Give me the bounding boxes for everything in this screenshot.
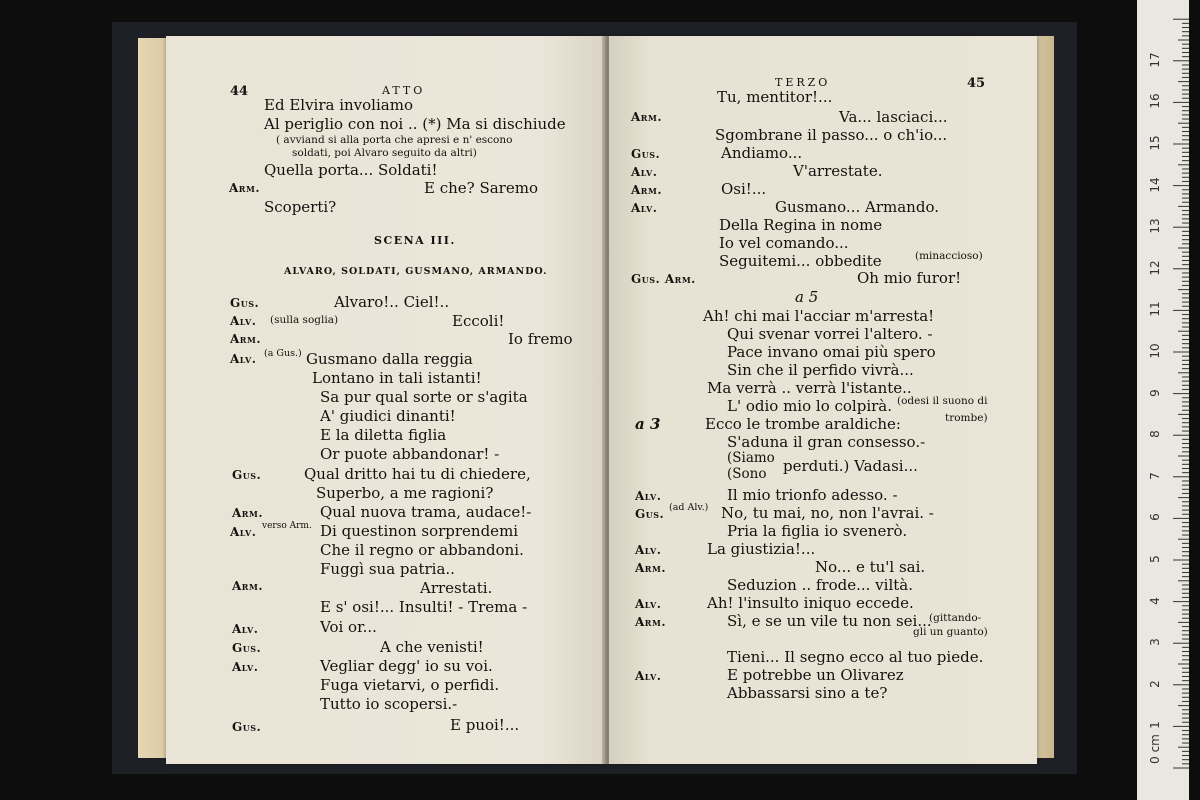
verse-line: Ecco le trombe araldiche: <box>705 415 901 433</box>
stage-direction: (ad Alv.) <box>669 502 709 513</box>
speaker-label: Gus. <box>635 507 665 521</box>
speaker-label: Arm. <box>230 332 261 346</box>
verse-line: perduti.) Vadasi... <box>783 457 918 475</box>
verse-line: Qui svenar vorrei l'altero. - <box>727 325 933 343</box>
verse-line: Tieni... Il segno ecco al tuo piede. <box>727 648 984 666</box>
speaker-label: Alv. <box>631 165 658 179</box>
stage-direction: verso Arm. <box>262 521 312 531</box>
verse-line: Tu, mentitor!... <box>717 88 833 106</box>
page-number: 45 <box>967 76 986 91</box>
verse-line: Alvaro!.. Ciel!.. <box>334 293 450 311</box>
speaker-label: Alv. <box>635 669 662 683</box>
speaker-label: Alv. <box>230 352 257 366</box>
verse-line: Va... lasciaci... <box>839 108 948 126</box>
verse-line: Qual dritto hai tu di chiedere, <box>304 465 531 483</box>
speaker-label: Arm. <box>635 561 666 575</box>
ruler-label: 3 <box>1148 638 1162 647</box>
speaker-label: Gus. <box>232 468 262 482</box>
running-header: ATTO <box>382 84 426 97</box>
ruler-label: 12 <box>1148 260 1162 276</box>
stage-direction: (gittando- <box>929 612 982 624</box>
verse-line: (Siamo <box>727 450 775 466</box>
speaker-label: Arm. <box>232 579 263 593</box>
speaker-label: Alv. <box>631 201 658 215</box>
verse-line: Scoperti? <box>264 198 337 216</box>
stage-direction: ( avviand si alla porta che apresi e n' escono <box>276 134 513 146</box>
ruler-label: 4 <box>1148 596 1162 605</box>
speaker-label: Alv. <box>635 597 662 611</box>
verse-line: Osi!... <box>721 180 767 198</box>
verse-line: Al periglio con noi .. (*) Ma si dischiude <box>264 115 566 133</box>
ruler-label: 7 <box>1148 471 1162 480</box>
verse-line: L' odio mio lo colpirà. <box>727 397 893 415</box>
verse-line: No... e tu'l sai. <box>815 558 926 576</box>
ruler-label: 16 <box>1148 93 1162 110</box>
stage-direction: (sulla soglia) <box>270 314 339 326</box>
verse-line: Vegliar degg' io su voi. <box>320 657 493 675</box>
verse-line: Sa pur qual sorte or s'agita <box>320 388 528 406</box>
verse-line: Pria la figlia io svenerò. <box>727 522 908 540</box>
speaker-label: Arm. <box>232 506 263 520</box>
ruler-label: 15 <box>1148 135 1162 151</box>
verse-line: Seduzion .. frode... viltà. <box>727 576 913 594</box>
speaker-label: Arm. <box>631 183 662 197</box>
speaker-label: Arm. <box>631 110 662 124</box>
ruler-label: 0 cm <box>1148 734 1162 764</box>
verse-line: Che il regno or abbandoni. <box>320 541 524 559</box>
left-page <box>166 36 606 764</box>
verse-line: Tutto io scopersi.- <box>320 695 458 713</box>
speaker-label: Gus. <box>631 147 661 161</box>
ruler-label: 11 <box>1148 301 1162 318</box>
verse-line: Sì, e se un vile tu non sei... <box>727 612 932 630</box>
verse-line: Gusmano dalla reggia <box>306 350 473 368</box>
verse-line: No, tu mai, no, non l'avrai. - <box>721 504 934 522</box>
ensemble-marker: a 3 <box>635 415 661 433</box>
verse-line: Or puote abbandonar! - <box>320 445 500 463</box>
speaker-label: Gus. <box>232 720 262 734</box>
verse-line: Ma verrà .. verrà l'istante.. <box>707 379 912 397</box>
speaker-label: Alv. <box>635 543 662 557</box>
ruler-label: 9 <box>1148 388 1162 397</box>
right-page <box>609 36 1037 764</box>
verse-line: Fuggì sua patria.. <box>320 560 455 578</box>
verse-line: Sgombrane il passo... o ch'io... <box>715 126 948 144</box>
verse-line: Qual nuova trama, audace!- <box>320 503 532 521</box>
verse-line: E che? Saremo <box>424 179 538 197</box>
verse-line: La giustizia!... <box>707 540 816 558</box>
scene-title: SCENA III. <box>374 234 456 247</box>
verse-line: Seguitemi... obbedite <box>719 252 882 270</box>
verse-line: V'arrestate. <box>793 162 883 180</box>
ruler-label: 8 <box>1148 430 1162 439</box>
verse-line: Ed Elvira involiamo <box>264 96 413 114</box>
stage-direction: (minaccioso) <box>915 250 983 262</box>
speaker-label: Alv. <box>232 660 259 674</box>
verse-line: Pace invano omai più spero <box>727 343 936 361</box>
verse-line: Arrestati. <box>420 579 493 597</box>
stage-direction: gli un guanto) <box>913 626 988 638</box>
speaker-label: Gus. Arm. <box>631 272 696 286</box>
verse-line: E potrebbe un Olivarez <box>727 666 904 684</box>
ruler-label: 17 <box>1148 52 1162 68</box>
ruler-ticks <box>1137 0 1189 800</box>
verse-line: A che venisti! <box>380 638 484 656</box>
ruler-label: 13 <box>1148 218 1162 234</box>
verse-line: Di questinon sorprendemi <box>320 522 519 540</box>
verse-line: Fuga vietarvi, o perfidi. <box>320 676 500 694</box>
speaker-label: Arm. <box>635 615 666 629</box>
verse-line: S'aduna il gran consesso.- <box>727 433 926 451</box>
speaker-label: Alv. <box>230 525 257 539</box>
verse-line: Io fremo <box>508 330 573 348</box>
verse-line: Abbassarsi sino a te? <box>727 684 888 702</box>
verse-line: A' giudici dinanti! <box>320 407 456 425</box>
measuring-ruler <box>1137 0 1189 800</box>
speaker-label: Gus. <box>230 296 260 310</box>
verse-line: (Sono <box>727 466 767 482</box>
ruler-label: 10 <box>1148 343 1162 359</box>
verse-line: Superbo, a me ragioni? <box>316 484 494 502</box>
verse-line: E s' osi!... Insulti! - Trema - <box>320 598 528 616</box>
verse-line: Lontano in tali istanti! <box>312 369 482 387</box>
verse-line: Sin che il perfido vivrà... <box>727 361 914 379</box>
stage-direction: soldati, poi Alvaro seguito da altri) <box>292 147 477 159</box>
ruler-label: 5 <box>1148 555 1162 563</box>
verse-line: Andiamo... <box>721 144 803 162</box>
verse-line: Il mio trionfo adesso. - <box>727 486 898 504</box>
speaker-label: Alv. <box>635 489 662 503</box>
speaker-label: Arm. <box>229 181 260 195</box>
verse-line: E puoi!... <box>450 716 520 734</box>
verse-line: E la diletta figlia <box>320 426 447 444</box>
verse-line: Ah! l'insulto iniquo eccede. <box>707 594 914 612</box>
stage-direction: (odesi il suono di <box>897 395 988 407</box>
ruler-label: 2 <box>1148 679 1162 688</box>
verse-line: Eccoli! <box>452 312 505 330</box>
speaker-label: Alv. <box>232 622 259 636</box>
ensemble-marker: a 5 <box>795 288 819 306</box>
verse-line: Quella porta... Soldati! <box>264 161 438 179</box>
verse-line: Io vel comando... <box>719 234 849 252</box>
stage-direction: trombe) <box>945 412 988 424</box>
verse-line: Oh mio furor! <box>857 269 962 287</box>
ruler-label: 6 <box>1148 513 1162 522</box>
verse-line: Della Regina in nome <box>719 216 883 234</box>
stage-direction: (a Gus.) <box>264 348 302 359</box>
speaker-label: Gus. <box>232 641 262 655</box>
ruler-label: 1 <box>1148 721 1162 730</box>
speaker-label: Alv. <box>230 314 257 328</box>
verse-line: Voi or... <box>320 618 377 636</box>
character-list: ALVARO, SOLDATI, GUSMANO, ARMANDO. <box>284 266 548 277</box>
verse-line: Gusmano... Armando. <box>775 198 939 216</box>
page-number: 44 <box>230 84 249 99</box>
running-header: TERZO <box>775 76 831 89</box>
verse-line: Ah! chi mai l'acciar m'arresta! <box>703 307 935 325</box>
ruler-label: 14 <box>1148 176 1162 193</box>
